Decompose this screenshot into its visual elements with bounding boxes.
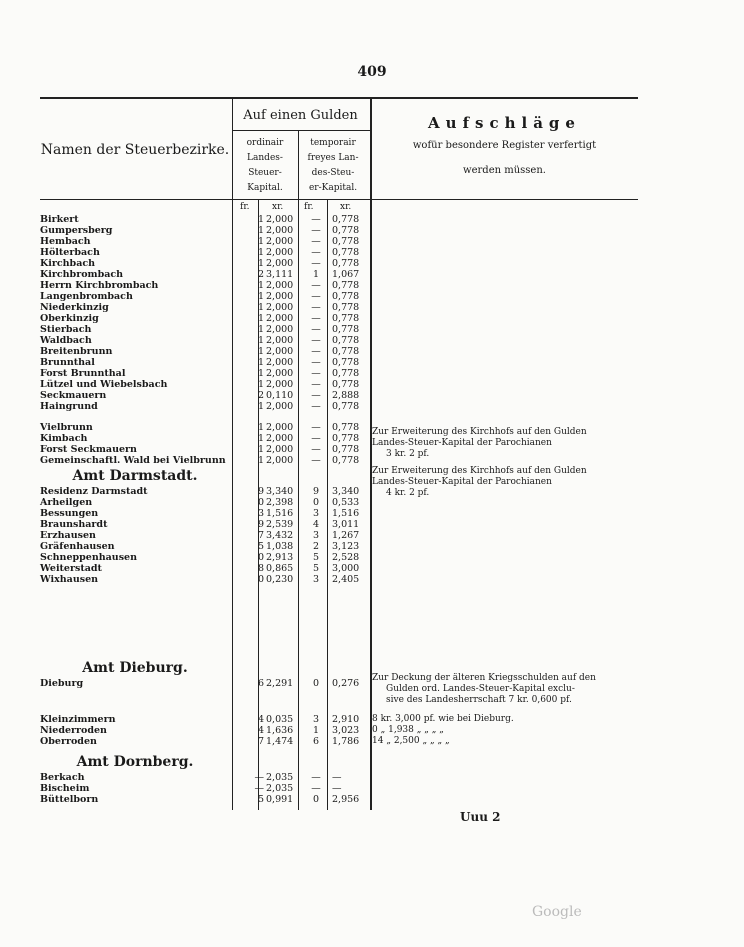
section-amt-darmstadt: Amt Darmstadt. [72,468,198,484]
unit-kr-1: xr. [272,202,284,212]
col-divider-1 [232,98,233,810]
note-seckmauern: Zur Erweiterung des Kirchhofs auf den Gulden Landes-Steuer-Kapital der Parochianen 3 kr. 2 pf. [372,427,587,459]
note-dieburg: Zur Deckung der älteren Kriegsschulden auf den Gulden ord. Landes-Steuer-Kapital exclu- sive des Landesherrschaft 7 kr. 0,600 pf. [372,673,596,705]
note-kleinzimmern: 8 kr. 3,000 pf. wie bei Dieburg. [372,714,514,724]
group-header: Auf einen Gulden [243,108,358,123]
group-header-rule [233,130,370,131]
names-column-header: Namen der Steuerbezirke. [40,142,230,158]
page-number: 409 [357,64,387,80]
section-amt-dieburg: Amt Dieburg. [82,660,188,676]
aufschlaege-title: Aufschläge [428,114,581,132]
ordinair-column-header: ordinair Landes- Steuer- Kapital. [246,138,284,193]
unit-fl-2: fr. [304,202,314,212]
unit-fl-1: fr. [240,202,250,212]
aufschlaege-subtitle-1: wofür besondere Register verfertigt [412,140,597,151]
note-vielbrunn: Zur Erweiterung des Kirchhofs auf den Gulden Landes-Steuer-Kapital der Parochianen 4 kr. 2 pf. [372,466,587,498]
watermark: Google [532,904,582,920]
signature-mark: Uuu 2 [460,810,501,824]
section-amt-dornberg: Amt Dornberg. [76,754,194,770]
unit-kr-2: xr. [340,202,352,212]
note-niederroden: 0 „ 1,938 „ „ „ „ [372,725,444,735]
header-bottom-rule [40,199,638,200]
note-oberroden: 14 „ 2,500 „ „ „ „ [372,736,450,746]
aufschlaege-subtitle-2: werden müssen. [463,165,546,176]
top-rule [40,97,638,99]
temporair-column-header: temporair freyes Lan- des-Steu- er-Kapital. [307,138,359,193]
